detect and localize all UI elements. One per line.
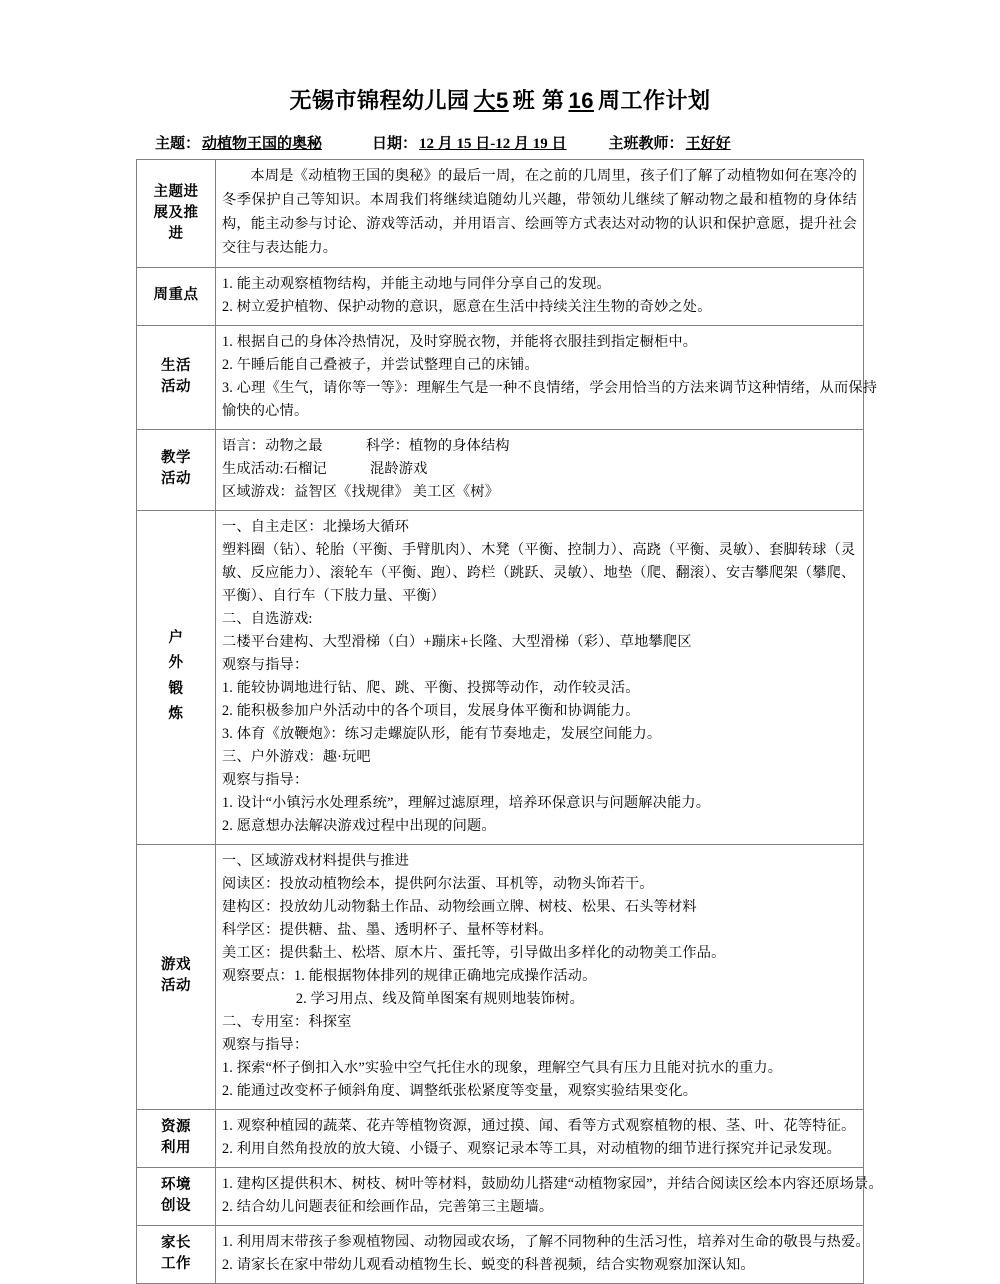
content-line: 三、户外游戏：趣·玩吧 (222, 748, 371, 765)
row-label-line: 外 (168, 655, 184, 672)
content-line: 一、自主走区：北操场大循环 (222, 518, 410, 535)
table-row (137, 160, 864, 267)
row-content (216, 325, 878, 429)
title-week-number: 16 (568, 88, 594, 113)
row-label-line: 环境 (161, 1176, 191, 1193)
row-label-line: 炼 (168, 706, 184, 723)
teacher-value: 王好好 (685, 136, 731, 153)
title-class-suffix: 班 (512, 88, 536, 113)
content-line: 二、专用室：科探室 (222, 1013, 352, 1030)
content-line: 1. 设计“小镇污水处理系统”，理解过滤原理，培养环保意识与问题解决能力。 (222, 794, 711, 811)
table-row (137, 325, 864, 429)
row-label (137, 1109, 216, 1167)
title-week-suffix: 周工作计划 (597, 88, 711, 113)
content-line: 1. 根据自己的身体冷热情况，及时穿脱衣物，并能将衣服挂到指定橱柜中。 (222, 333, 698, 350)
title-prefix: 无锡市锦程幼儿园 (289, 88, 470, 113)
row-label (137, 510, 216, 844)
theme-label: 主题： (155, 136, 201, 153)
content-line: 观察与指导： (222, 771, 309, 788)
content-line: 观察与指导： (222, 1036, 309, 1053)
content-line: 1. 探索“杯子倒扣入水”实验中空气托住水的现象，理解空气具有压力且能对抗水的重力。 (222, 1059, 783, 1076)
content-line: 敏、反应能力）、滚轮车（平衡、跑）、跨栏（跳跃、灵敏）、地垫（爬、翻滚）、安吉攀爬架（攀爬、 (222, 564, 856, 581)
row-label-line: 工作 (161, 1255, 191, 1272)
content-subline: 2. 学习用点、线及简单图案有规则地装饰树。 (295, 990, 584, 1007)
content-line: 科学区：提供糖、盐、墨、透明杯子、量杯等材料。 (222, 921, 553, 938)
row-content (216, 160, 864, 267)
row-content (216, 510, 864, 844)
plan-table-body (137, 160, 883, 1283)
content-line: 二、自选游戏: (222, 610, 313, 627)
content-line: 愉快的心情。 (222, 402, 309, 419)
content-line: 1. 观察种植园的蔬菜、花卉等植物资源，通过摸、闻、看等方式观察植物的根、茎、叶、花等特征。 (222, 1117, 856, 1134)
content-line: 1. 建构区提供积木、树枝、树叶等材料，鼓励幼儿搭建“动植物家园”，并结合阅读区绘本内容还原场景。 (222, 1175, 883, 1192)
content-line: 2. 利用自然角投放的放大镜、小镊子、观察记录本等工具，对动植物的细节进行探究并记录发现。 (222, 1140, 842, 1157)
row-label-line: 创设 (161, 1197, 191, 1214)
row-content (216, 1109, 864, 1167)
table-row (137, 1225, 864, 1283)
row-label-line: 主题进 (153, 183, 199, 200)
content-line: 1. 利用周末带孩子参观植物园、动物园或农场，了解不同物种的生活习性，培养对生命的敬畏与热爱。 (222, 1233, 870, 1250)
row-content (216, 1225, 870, 1283)
content-line: 塑料圈（钻）、轮胎（平衡、手臂肌肉）、木凳（平衡、控制力）、高跷（平衡、灵敏）、套脚转球（灵 (222, 541, 856, 558)
row-label (137, 267, 216, 325)
row-label-line: 活动 (161, 978, 191, 995)
row-label (137, 429, 216, 510)
table-row (137, 1109, 864, 1167)
content-line: 生成活动:石榴记 混龄游戏 (222, 460, 428, 477)
table-row (137, 267, 864, 325)
date-value: 12 月 15 日-12 月 19 日 (419, 136, 567, 153)
content-line: 建构区：投放幼儿动物黏土作品、动物绘画立牌、树枝、松果、石头等材料 (222, 898, 697, 915)
row-label-line: 资源 (161, 1118, 191, 1135)
meta-row (0, 132, 1000, 153)
row-label-line: 家长 (161, 1234, 191, 1251)
content-line: 语言：动物之最 科学：植物的身体结构 (222, 437, 510, 454)
content-line: 观察与指导： (222, 656, 309, 673)
table-row (137, 1167, 864, 1225)
row-content (216, 267, 864, 325)
table-row (137, 510, 864, 844)
content-line: 观察要点：1. 能根据物体排列的规律正确地完成操作活动。 (222, 967, 597, 984)
row-label-line: 教学 (161, 450, 191, 467)
row-label (137, 1167, 216, 1225)
date-label: 日期： (372, 136, 418, 153)
title-week-prefix: 第 (541, 88, 565, 113)
content-line: 2. 午睡后能自己叠被子，并尝试整理自己的床铺。 (222, 356, 539, 373)
row-label-line: 周重点 (153, 287, 199, 304)
row-label (137, 1225, 216, 1283)
row-label (137, 325, 216, 429)
content-line: 2. 能积极参加户外活动中的各个项目，发展身体平衡和协调能力。 (222, 702, 640, 719)
row-label-line: 利用 (161, 1139, 191, 1156)
content-line: 平衡）、自行车（下肢力量、平衡） (222, 587, 446, 604)
content-line: 阅读区：投放动植物绘本，提供阿尔法蛋、耳机等，动物头饰若干。 (222, 875, 654, 892)
content-line: 二楼平台建构、大型滑梯（白）+蹦床+长隆、大型滑梯（彩）、草地攀爬区 (222, 633, 692, 650)
content-line: 2. 树立爱护植物、保护动物的意识，愿意在生活中持续关注生物的奇妙之处。 (222, 298, 712, 315)
row-label-line: 锻 (168, 680, 184, 697)
content-line: 区域游戏：益智区《找规律》 美工区《树》 (222, 483, 500, 500)
row-label-line: 活动 (161, 471, 191, 488)
content-paragraph: 本周是《动植物王国的奥秘》的最后一周，在之前的几周里，孩子们了解了动植物如何在寒冷的冬季保护自己等知识。本周我们将继续追随幼儿兴趣，带领幼儿继续了解动物之最和植物的身体结构，能主动参与讨论、游戏等活动，并用语言、绘画等方式表达对动物的认识和保护意愿，提升社会交往与表达能力。 (222, 168, 857, 256)
row-label-line: 展及推 (153, 204, 199, 221)
page-title (0, 0, 1000, 114)
row-label-line: 户 (168, 630, 184, 647)
content-line: 美工区：提供黏土、松塔、原木片、蛋托等，引导做出多样化的动物美工作品。 (222, 944, 726, 961)
content-line: 3. 心理《生气，请你等一等》：理解生气是一种不良情绪，学会用恰当的方法来调节这种情绪，从而保持 (222, 379, 878, 396)
row-label-line: 生活 (161, 357, 191, 374)
weekly-plan-table (136, 159, 883, 1283)
row-label (137, 160, 216, 267)
teacher-label: 主班教师： (608, 136, 684, 153)
title-class-value: 大5 (473, 88, 509, 113)
table-row (137, 844, 864, 1109)
content-line: 2. 能通过改变杯子倾斜角度、调整纸张松紧度等变量，观察实验结果变化。 (222, 1082, 698, 1099)
row-label-line: 进 (168, 225, 184, 242)
row-content (216, 1167, 883, 1225)
row-label-line: 活动 (161, 378, 191, 395)
content-line: 1. 能主动观察植物结构，并能主动地与同伴分享自己的发现。 (222, 275, 611, 292)
row-label (137, 844, 216, 1109)
content-line: 2. 结合幼儿问题表征和绘画作品，完善第三主题墙。 (222, 1198, 554, 1215)
table-row (137, 429, 864, 510)
row-content (216, 429, 864, 510)
row-content (216, 844, 864, 1109)
theme-value: 动植物王国的奥秘 (202, 136, 323, 153)
content-line: 一、区域游戏材料提供与推进 (222, 852, 410, 869)
row-label-line: 游戏 (161, 957, 191, 974)
content-line: 2. 请家长在家中带幼儿观看动植物生长、蜕变的科普视频，结合实物观察加深认知。 (222, 1256, 755, 1273)
content-line: 2. 愿意想办法解决游戏过程中出现的问题。 (222, 817, 496, 834)
content-line: 3. 体育《放鞭炮》：练习走螺旋队形，能有节奏地走，发展空间能力。 (222, 725, 662, 742)
content-line: 1. 能较协调地进行钻、爬、跳、平衡、投掷等动作，动作较灵活。 (222, 679, 640, 696)
